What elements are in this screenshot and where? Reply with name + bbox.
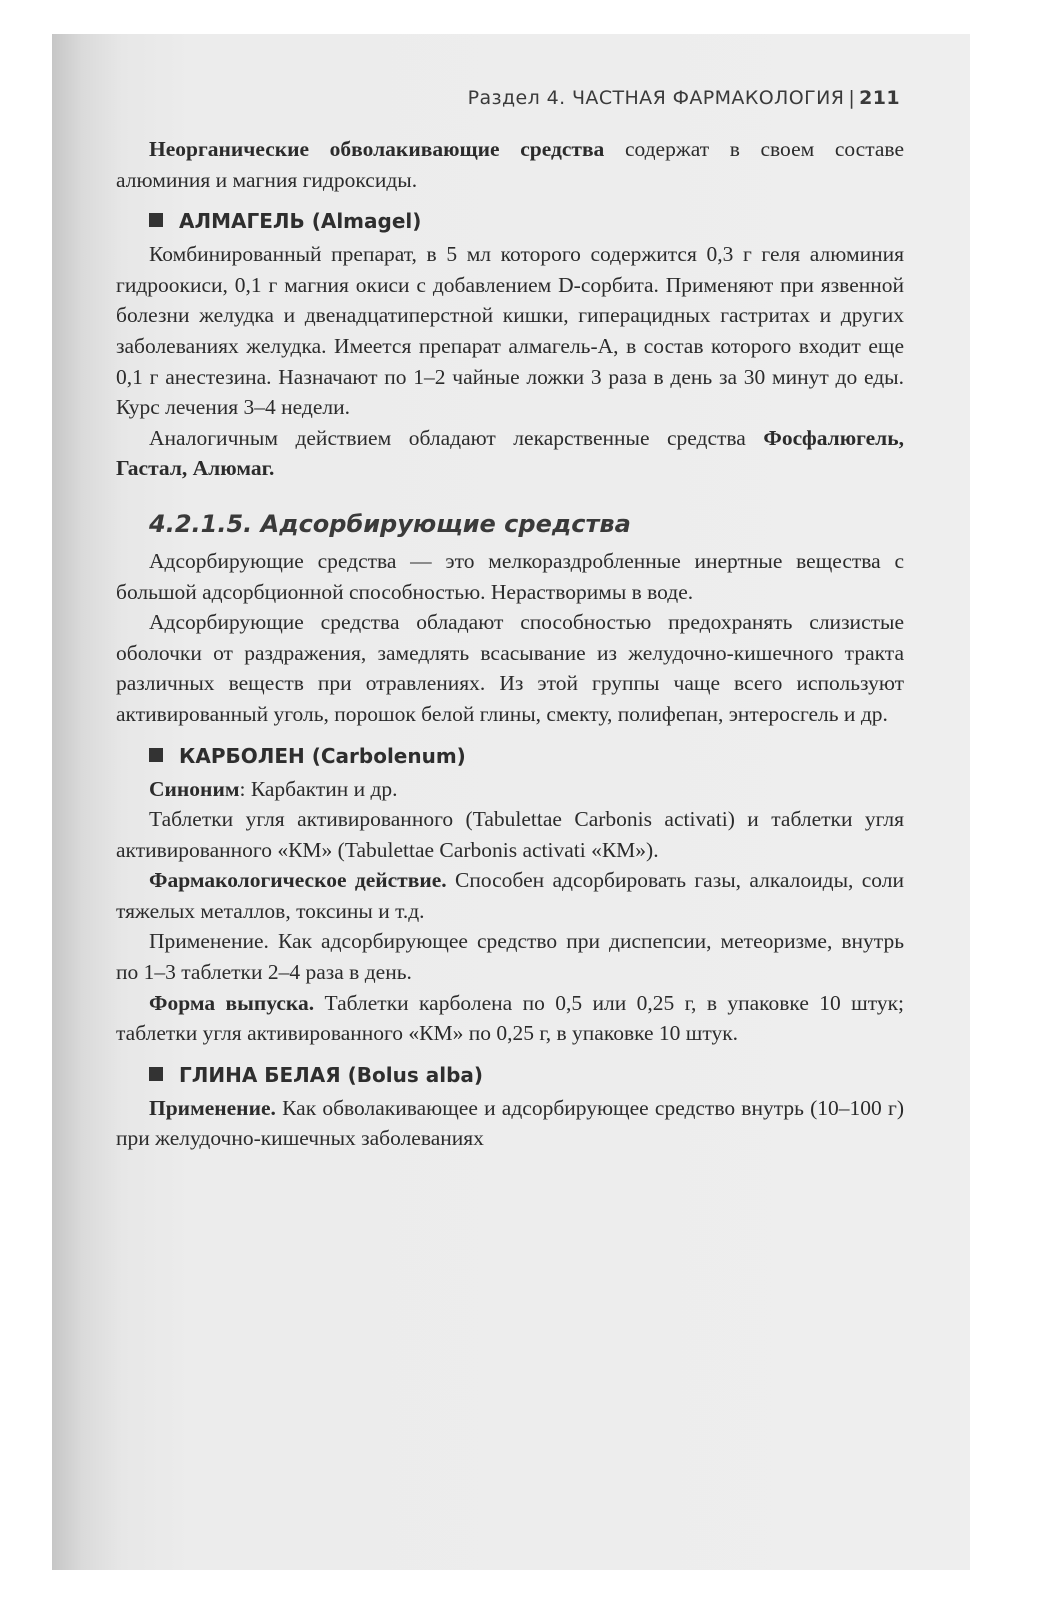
drug-title: АЛМАГЕЛЬ (Almagel)	[179, 209, 422, 234]
intro-rest: содержат в своем составе алюминия и магния гидроксиды.	[116, 137, 904, 192]
carbolen-pharmacology	[116, 865, 904, 926]
bullet-square-icon	[149, 1067, 163, 1081]
header-title: Раздел 4. ЧАСТНАЯ ФАРМАКОЛОГИЯ	[467, 87, 845, 109]
use-text: Как обволакивающее и адсорбирующее средство внутрь (10–100 г) при желудочно-кишечных заболеваниях	[116, 1095, 904, 1151]
intro-bold: Неорганические обволакивающие средства	[149, 137, 605, 161]
analog-text: Аналогичным действием обладают лекарственные средства	[149, 425, 764, 450]
section-paragraph-2: Адсорбирующие средства обладают способностью предохранять слизистые оболочки от раздражения, замедлять всасывание из желудочно-кишечного тракта различных веществ при отравлениях. Из этой группы чаще всего используют активированный уголь, порошок белой глины, смекту, полифепан, энтеросгель и др.	[116, 610, 904, 726]
synonym-text: : Карбактин и др.	[239, 776, 398, 801]
almagel-description: Комбинированный препарат, в 5 мл которого содержится 0,3 г геля алюминия гидроокиси, 0,1 г магния окиси с добавлением D-сорбита. Применяют при язвенной болезни желудка и двенадцатиперстной кишки, гиперацидных гастритах и других заболеваниях желудка. Имеется препарат алмагель-А, в состав которого входит еще 0,1 г анестезина. Назначают по 1–2 чайные ложки 3 раза в день за 30 минут до еды. Курс лечения 3–4 недели.	[116, 242, 904, 420]
drug-heading-almagel	[149, 207, 904, 235]
section-title: 4.2.1.5. Адсорбирующие средства	[149, 509, 631, 538]
header-separator: |	[848, 87, 856, 109]
synonym-label: Синоним	[149, 776, 240, 801]
drug-title: КАРБОЛЕН (Carbolenum)	[179, 743, 466, 768]
section-paragraph-1: Адсорбирующие средства — это мелкораздробленные инертные вещества с большой адсорбционной способностью. Нерастворимы в воде.	[116, 548, 904, 604]
drug-heading-bolus	[149, 1061, 904, 1089]
pharm-label: Фармакологическое действие.	[149, 868, 447, 893]
almagel-analogs	[116, 423, 904, 484]
bolus-use	[116, 1093, 904, 1154]
carbolen-tablets: Таблетки угля активированного (Tabulettae Carbonis activati) и таблетки угля активированного «КМ» (Tabulettae Carbonis activati «КМ»).	[116, 807, 904, 862]
carbolen-use: Применение. Как адсорбирующее средство при диспепсии, метеоризме, внутрь по 1–3 таблетки 2–4 раза в день.	[116, 929, 904, 985]
book-page	[52, 34, 970, 1570]
bullet-square-icon	[149, 748, 163, 762]
form-label: Форма выпуска.	[149, 990, 315, 1015]
pharm-text: Способен адсорбировать газы, алкалоиды, соли тяжелых металлов, токсины и т.д.	[116, 868, 904, 923]
page-content	[116, 134, 904, 1154]
carbolen-synonym	[116, 774, 904, 805]
form-text: Таблетки карболена по 0,5 или 0,25 г, в упаковке 10 штук; таблетки угля активированного «КМ» по 0,25 г, в упаковке 10 штук.	[116, 990, 904, 1046]
drug-title: ГЛИНА БЕЛАЯ (Bolus alba)	[179, 1062, 484, 1087]
use-label: Применение.	[149, 1095, 276, 1120]
intro-paragraph	[116, 134, 904, 195]
analog-names: Фосфалюгель, Гастал, Алюмаг.	[116, 425, 904, 481]
bullet-square-icon	[149, 213, 163, 227]
running-header	[52, 87, 900, 109]
page-number: 211	[859, 87, 900, 109]
drug-heading-carbolen	[149, 742, 904, 770]
carbolen-form	[116, 988, 904, 1049]
